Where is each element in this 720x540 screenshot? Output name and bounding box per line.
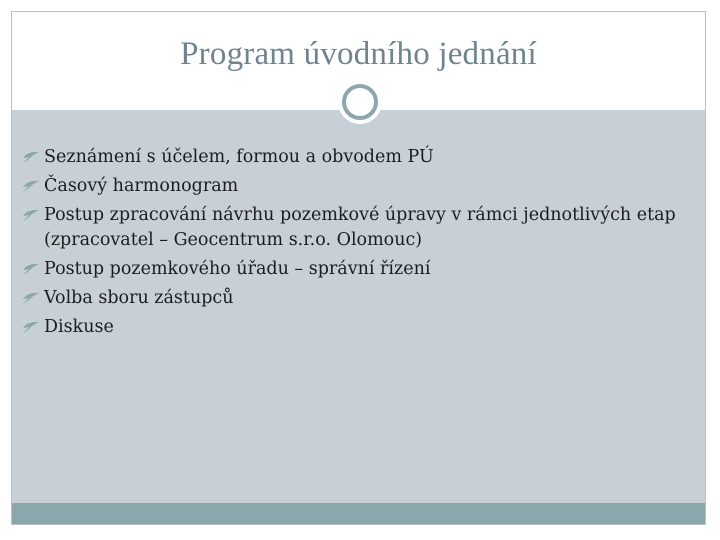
list-item bbox=[22, 255, 682, 284]
leaf-bullet-icon bbox=[22, 151, 40, 164]
list-item bbox=[22, 143, 682, 172]
leaf-bullet-icon bbox=[22, 263, 40, 276]
leaf-bullet-icon bbox=[22, 321, 40, 334]
list-item bbox=[22, 284, 682, 313]
bullet-text: Postup pozemkového úřadu – správní řízení bbox=[44, 259, 431, 279]
bullet-list bbox=[22, 143, 682, 342]
slide-title: Program úvodního jednání bbox=[180, 36, 537, 72]
circle-ring-icon bbox=[342, 84, 378, 120]
list-item bbox=[22, 172, 682, 201]
leaf-bullet-icon bbox=[22, 209, 40, 222]
bullet-text: Diskuse bbox=[44, 317, 114, 337]
footer-bar bbox=[12, 503, 705, 524]
leaf-bullet-icon bbox=[22, 292, 40, 305]
bullet-text: Volba sboru zástupců bbox=[44, 288, 234, 308]
bullet-text: Seznámení s účelem, formou a obvodem PÚ bbox=[44, 147, 434, 167]
bullet-text: Postup zpracování návrhu pozemkové úpravy v rámci jednotlivých etap (zpracovatel – Geocentrum s.r.o. Olomouc) bbox=[44, 205, 676, 250]
leaf-bullet-icon bbox=[22, 180, 40, 193]
list-item bbox=[22, 313, 682, 342]
bullet-text: Časový harmonogram bbox=[44, 176, 239, 196]
list-item bbox=[22, 201, 682, 255]
